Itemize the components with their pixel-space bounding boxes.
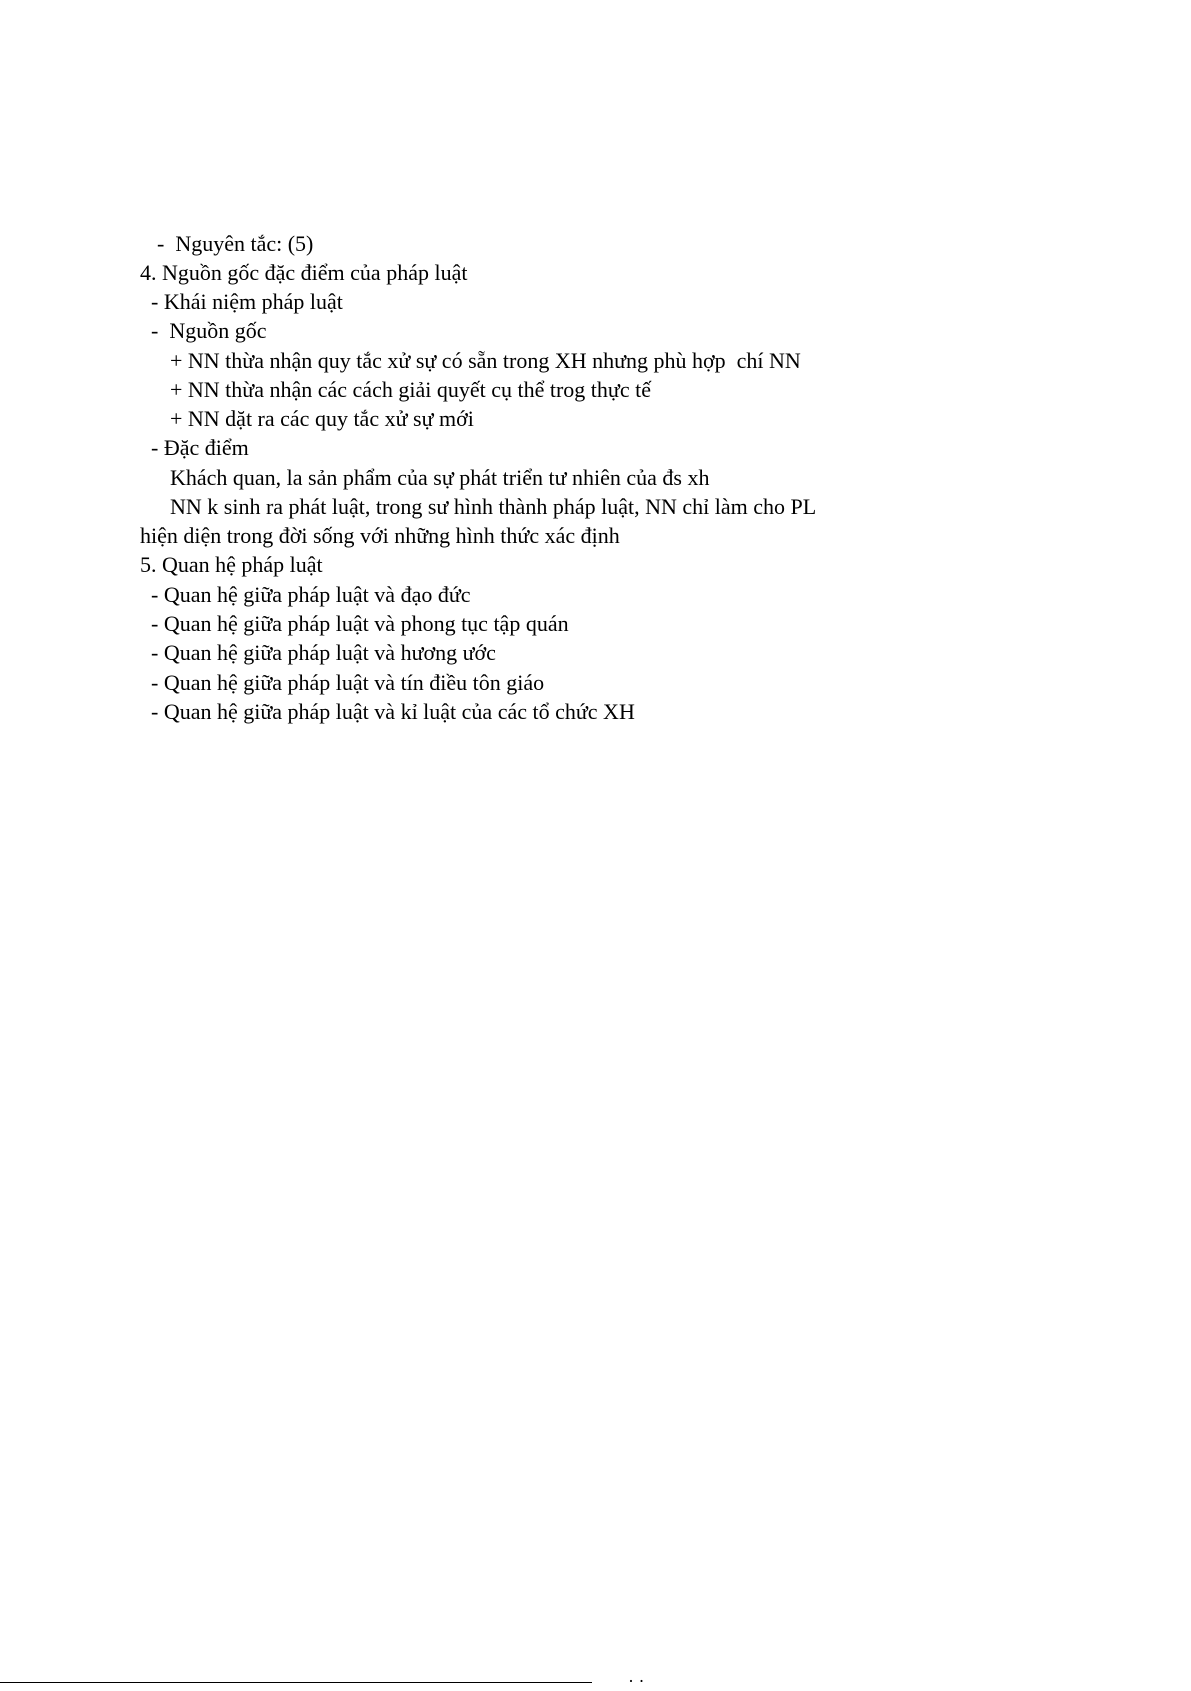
origin-line: - Nguồn gốc: [151, 318, 267, 343]
features-text-2-cont: hiện diện trong đời sống với những hình thức xác định: [140, 523, 620, 548]
footer-mark: · ·: [628, 1671, 645, 1691]
features-line: - Đặc điểm: [151, 435, 249, 460]
features-text-2: NN k sinh ra phát luật, trong sư hình thành pháp luật, NN chỉ làm cho PL: [170, 494, 817, 519]
principles-line: - Nguyên tắc: (5): [157, 231, 314, 256]
section-4-heading: 4. Nguồn gốc đặc điểm của pháp luật: [140, 260, 468, 285]
origin-item-3: + NN dặt ra các quy tắc xử sự mới: [170, 406, 474, 431]
origin-item-2: + NN thừa nhận các cách giải quyết cụ thể trog thực tế: [170, 377, 651, 402]
concept-line: - Khái niệm pháp luật: [151, 289, 343, 314]
features-text-1: Khách quan, la sản phẩm của sự phát triển tư nhiên của đs xh: [170, 465, 710, 490]
relation-item-2: - Quan hệ giữa pháp luật và phong tục tập quán: [151, 611, 569, 636]
relation-item-3: - Quan hệ giữa pháp luật và hương ước: [151, 640, 496, 665]
relation-item-1: - Quan hệ giữa pháp luật và đạo đức: [151, 582, 471, 607]
relation-item-5: - Quan hệ giữa pháp luật và kỉ luật của các tổ chức XH: [151, 699, 635, 724]
footer-divider: [0, 1682, 592, 1683]
origin-item-1: + NN thừa nhận quy tắc xử sự có sẵn trong XH nhưng phù hợp chí NN: [170, 348, 801, 373]
section-5-heading: 5. Quan hệ pháp luật: [140, 552, 323, 577]
relation-item-4: - Quan hệ giữa pháp luật và tín điều tôn giáo: [151, 670, 545, 695]
